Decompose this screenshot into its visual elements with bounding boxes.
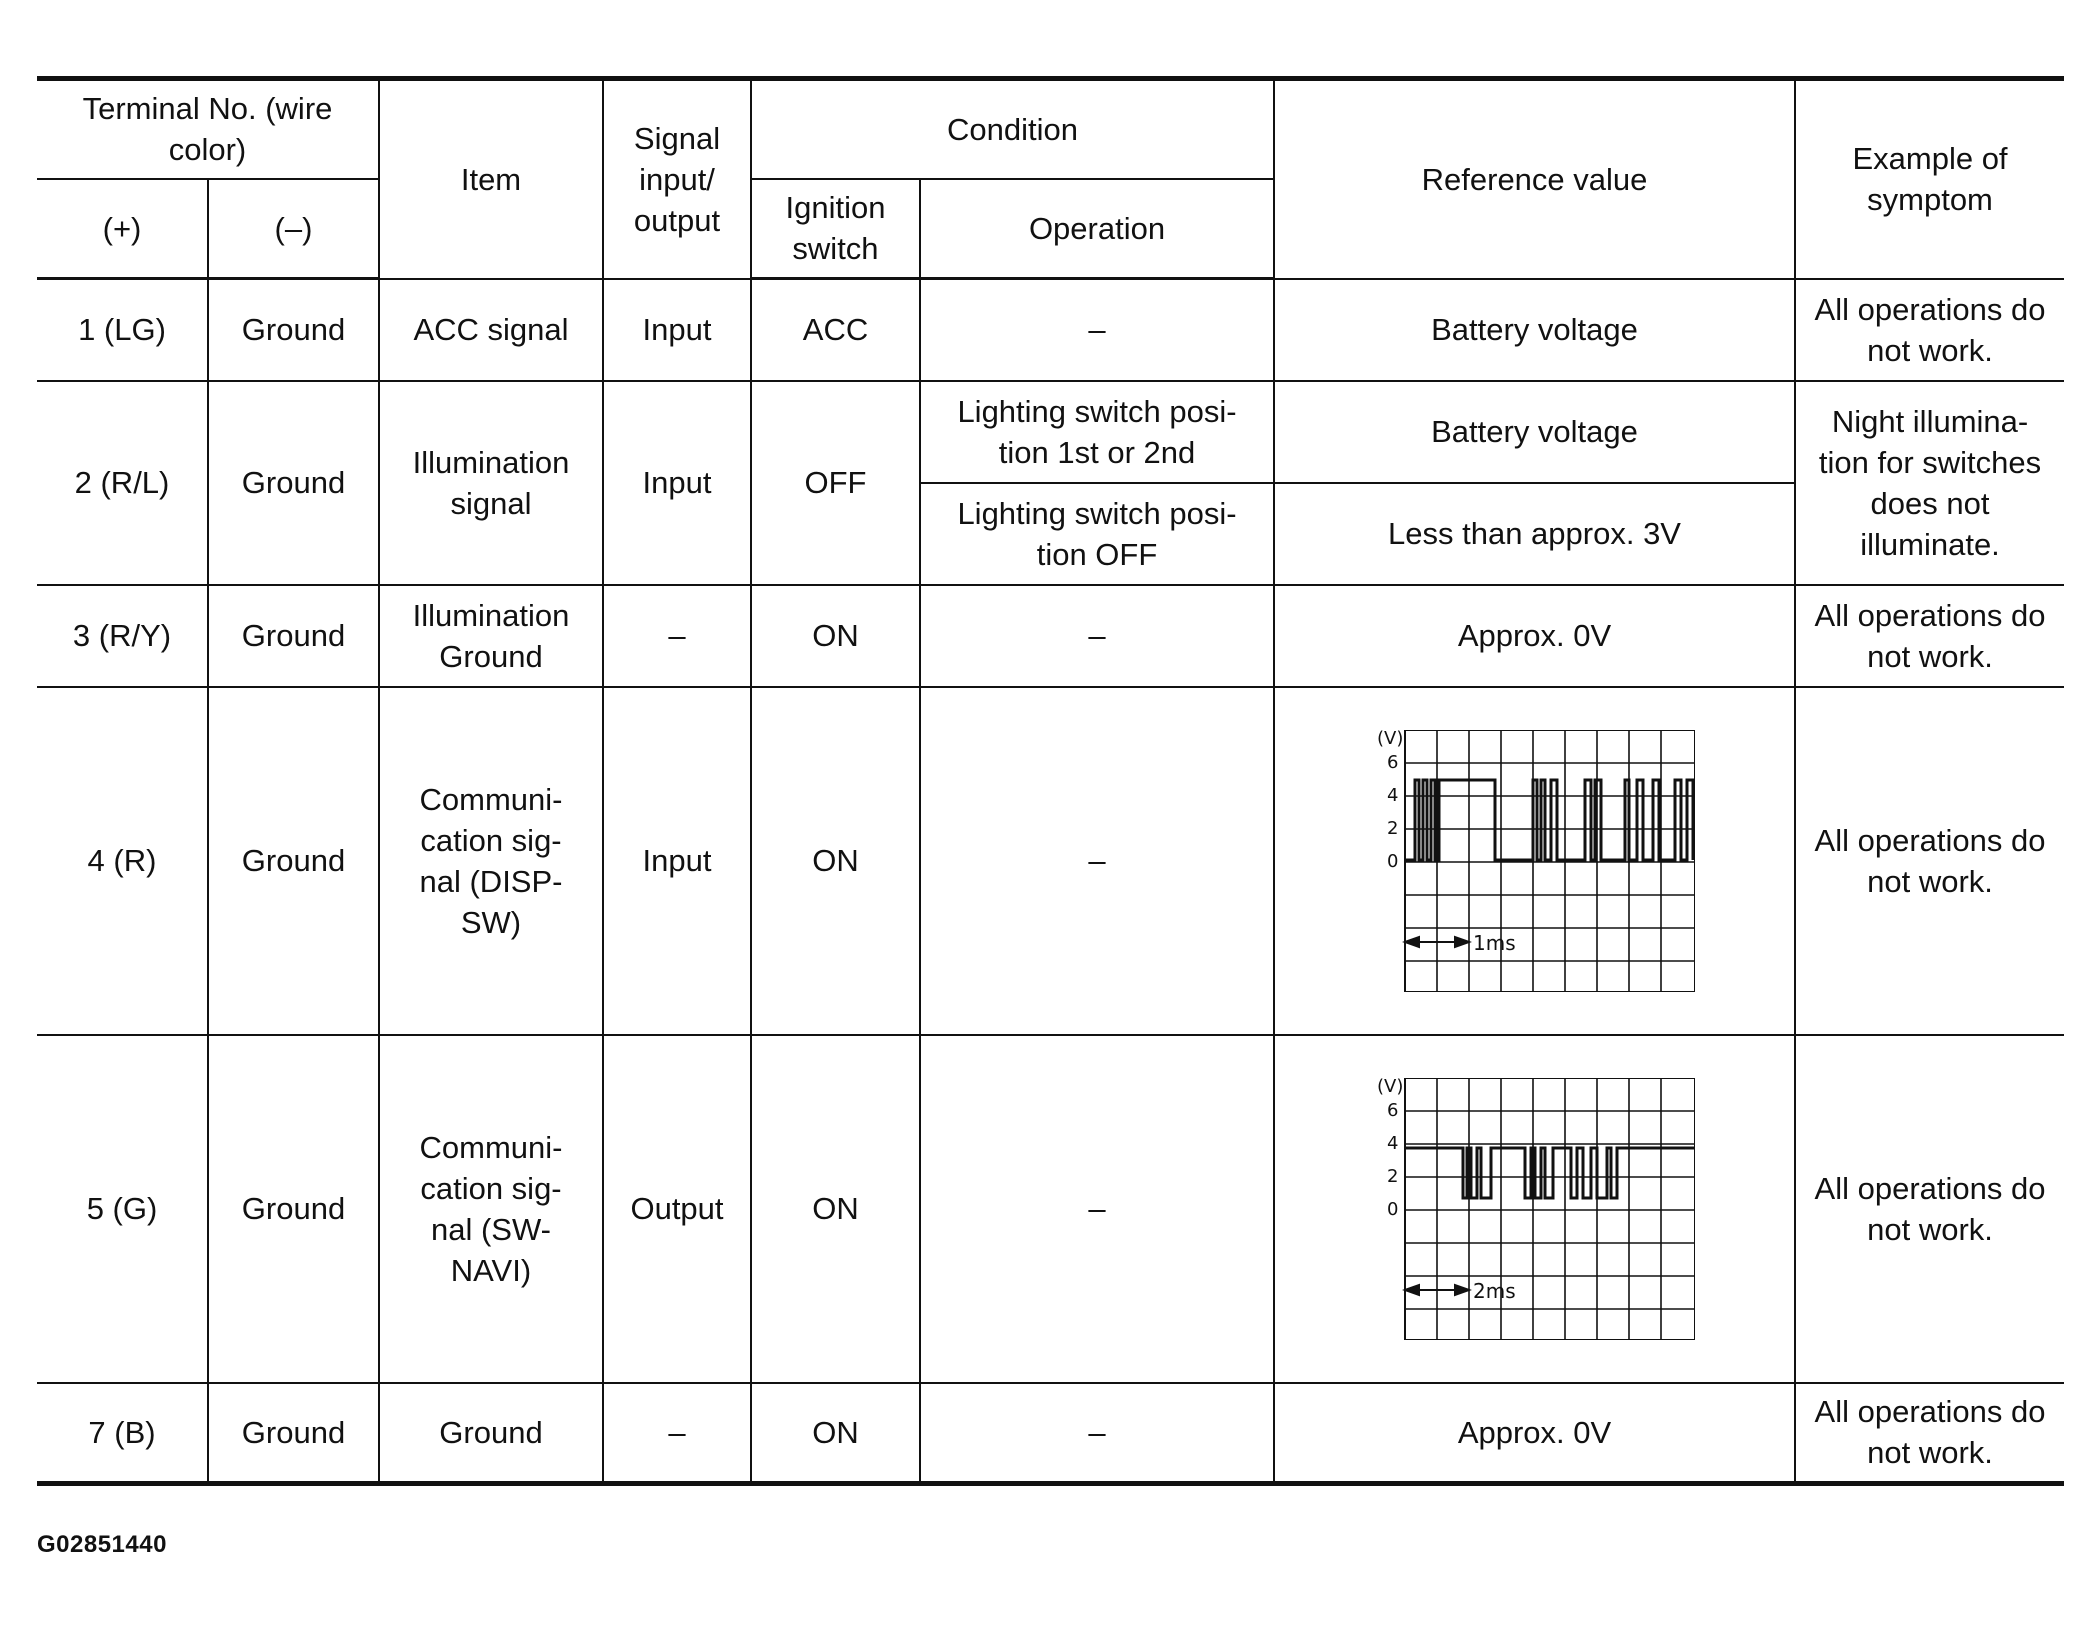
symptom: All operations do not work. xyxy=(1795,1035,2064,1383)
terminal-plus: 7 (B) xyxy=(37,1383,208,1484)
svg-text:4: 4 xyxy=(1386,1132,1398,1154)
table-row xyxy=(37,381,2064,483)
operation: – xyxy=(920,687,1274,1035)
terminal-plus: 3 (R/Y) xyxy=(37,585,208,687)
operation: – xyxy=(920,279,1274,381)
symptom: All operations do not work. xyxy=(1795,585,2064,687)
terminal-plus: 1 (LG) xyxy=(37,279,208,381)
svg-text:6: 6 xyxy=(1386,751,1398,773)
operation-on: Lighting switch posi- tion 1st or 2nd xyxy=(920,381,1274,483)
item: Ground xyxy=(379,1383,603,1484)
oscilloscope-waveform-disp-sw xyxy=(1375,730,1695,992)
operation: – xyxy=(920,585,1274,687)
item: ACC signal xyxy=(379,279,603,381)
header-plus: (+) xyxy=(37,179,208,279)
svg-text:2: 2 xyxy=(1386,817,1398,839)
reference-value: Battery voltage xyxy=(1274,279,1795,381)
terminal-plus: 4 (R) xyxy=(37,687,208,1035)
signal-io: – xyxy=(603,585,751,687)
ignition-switch: OFF xyxy=(751,381,920,585)
svg-text:6: 6 xyxy=(1386,1099,1398,1121)
symptom: All operations do not work. xyxy=(1795,687,2064,1035)
ignition-switch: ON xyxy=(751,1035,920,1383)
reference-value-off: Less than approx. 3V xyxy=(1274,483,1795,585)
reference-value: Approx. 0V xyxy=(1274,585,1795,687)
header-example-symptom: Example of symptom xyxy=(1795,79,2064,279)
header-condition: Condition xyxy=(751,79,1274,179)
svg-text:2: 2 xyxy=(1386,1165,1398,1187)
svg-text:(V): (V) xyxy=(1376,729,1403,749)
header-item: Item xyxy=(379,79,603,279)
terminal-minus: Ground xyxy=(208,279,379,381)
signal-io: Input xyxy=(603,279,751,381)
reference-value: Approx. 0V xyxy=(1274,1383,1795,1484)
terminal-minus: Ground xyxy=(208,381,379,585)
terminal-plus: 5 (G) xyxy=(37,1035,208,1383)
symptom: All operations do not work. xyxy=(1795,1383,2064,1484)
table-row xyxy=(37,1383,2064,1484)
svg-text:(V): (V) xyxy=(1376,1077,1403,1097)
reference-value-waveform xyxy=(1274,687,1795,1035)
svg-text:2ms: 2ms xyxy=(1472,1278,1516,1303)
reference-value-waveform xyxy=(1274,1035,1795,1383)
signal-io: Output xyxy=(603,1035,751,1383)
header-ignition-switch: Ignition switch xyxy=(751,179,920,279)
terminal-minus: Ground xyxy=(208,1383,379,1484)
signal-io: Input xyxy=(603,381,751,585)
figure-code: G02851440 xyxy=(37,1531,167,1558)
svg-text:1ms: 1ms xyxy=(1472,930,1516,955)
terminal-reference-table xyxy=(37,76,2064,1486)
terminal-minus: Ground xyxy=(208,585,379,687)
header-operation: Operation xyxy=(920,179,1274,279)
symptom: Night illumina- tion for switches does not illuminate. xyxy=(1795,381,2064,585)
ignition-switch: ON xyxy=(751,687,920,1035)
svg-text:4: 4 xyxy=(1386,784,1398,806)
reference-value-on: Battery voltage xyxy=(1274,381,1795,483)
svg-text:0: 0 xyxy=(1386,850,1398,872)
item: Communi- cation sig- nal (SW- NAVI) xyxy=(379,1035,603,1383)
table-row xyxy=(37,585,2064,687)
ignition-switch: ACC xyxy=(751,279,920,381)
item: Illumination signal xyxy=(379,381,603,585)
item: Illumination Ground xyxy=(379,585,603,687)
svg-text:0: 0 xyxy=(1386,1198,1398,1220)
header-terminal-no: Terminal No. (wire color) xyxy=(37,79,379,179)
operation: – xyxy=(920,1383,1274,1484)
terminal-minus: Ground xyxy=(208,1035,379,1383)
operation: – xyxy=(920,1035,1274,1383)
signal-io: Input xyxy=(603,687,751,1035)
ignition-switch: ON xyxy=(751,585,920,687)
operation-off: Lighting switch posi- tion OFF xyxy=(920,483,1274,585)
signal-io: – xyxy=(603,1383,751,1484)
table-row xyxy=(37,1035,2064,1383)
terminal-plus: 2 (R/L) xyxy=(37,381,208,585)
header-minus: (–) xyxy=(208,179,379,279)
ignition-switch: ON xyxy=(751,1383,920,1484)
oscilloscope-waveform-sw-navi xyxy=(1375,1078,1695,1340)
header-signal-io: Signal input/ output xyxy=(603,79,751,279)
table-row xyxy=(37,279,2064,381)
terminal-minus: Ground xyxy=(208,687,379,1035)
table-row xyxy=(37,687,2064,1035)
symptom: All operations do not work. xyxy=(1795,279,2064,381)
header-reference-value: Reference value xyxy=(1274,79,1795,279)
item: Communi- cation sig- nal (DISP- SW) xyxy=(379,687,603,1035)
